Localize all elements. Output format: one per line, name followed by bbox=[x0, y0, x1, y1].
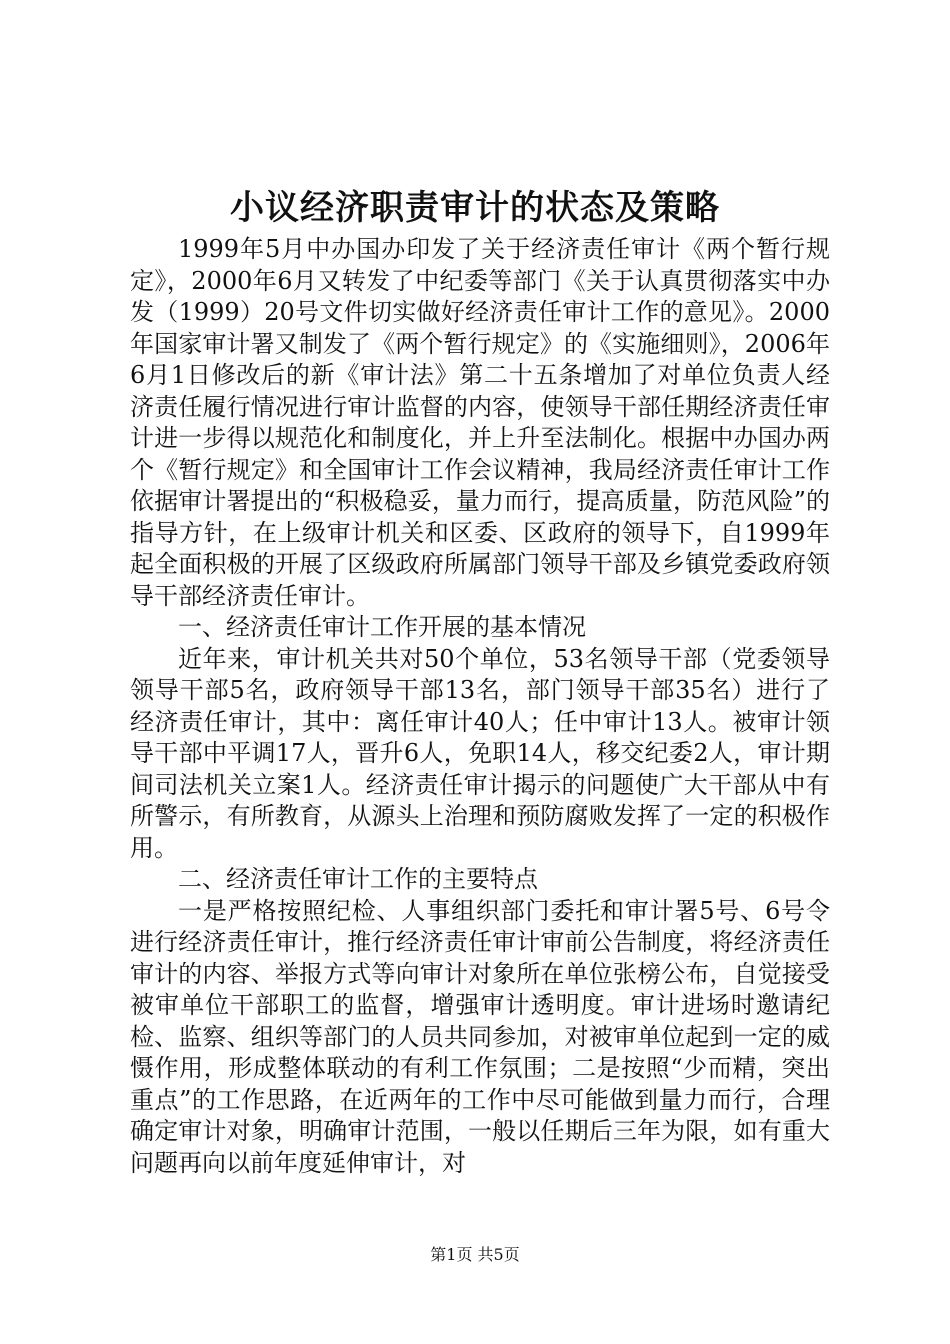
document-title: 小议经济职责审计的状态及策略 bbox=[230, 188, 720, 228]
section-heading-1: 一、经济责任审计工作开展的基本情况 bbox=[178, 613, 586, 641]
paragraph-main-features: 一是严格按照纪检、人事组织部门委托和审计署5号、6号令进行经济责任审计，推行经济责任审计审前公告制度，将经济责任审计的内容、举报方式等向审计对象所在单位张榜公布，自觉接受被审单位干部职工的监督，增强审计透明度。审计进场时邀请纪检、监察、组织等部门的人员共同参加，对被审单位起到一定的威慑作用，形成整体联动的有利工作氛围；二是按照“少而精，突出重点”的工作思路，在近两年的工作中尽可能做到量力而行，合理确定审计对象，明确审计范围，一般以任期后三年为限，如有重大问题再向以前年度延伸审计，对 bbox=[130, 896, 830, 1177]
section-heading-2: 二、经济责任审计工作的主要特点 bbox=[178, 865, 538, 893]
document-body bbox=[130, 234, 830, 1179]
paragraph-intro: 1999年5月中办国办印发了关于经济责任审计《两个暂行规定》，2000年6月又转发了中纪委等部门《关于认真贯彻落实中办发（1999）20号文件切实做好经济责任审计工作的意见》。2000年国家审计署又制发了《两个暂行规定》的《实施细则》，2006年6月1日修改后的新《审计法》第二十五条增加了对单位负责人经济责任履行情况进行审计监督的内容，使领导干部任期经济责任审计进一步得以规范化和制度化，并上升至法制化。根据中办国办两个《暂行规定》和全国审计工作会议精神，我局经济责任审计工作依据审计署提出的“积极稳妥，量力而行，提高质量，防范风险”的指导方针，在上级审计机关和区委、区政府的领导下，自1999年起全面积极的开展了区级政府所属部门领导干部及乡镇党委政府领导干部经济责任审计。 bbox=[130, 235, 830, 610]
paragraph-basic-situation: 近年来，审计机关共对50个单位，53名领导干部（党委领导领导干部5名，政府领导干部13名，部门领导干部35名）进行了经济责任审计，其中：离任审计40人；任中审计13人。被审计领导干部中平调17人，晋升6人，免职14人，移交纪委2人，审计期间司法机关立案1人。经济责任审计揭示的问题使广大干部从中有所警示，有所教育，从源头上治理和预防腐败发挥了一定的积极作用。 bbox=[130, 644, 830, 862]
page-number-footer: 第1页 共5页 bbox=[430, 1245, 520, 1264]
